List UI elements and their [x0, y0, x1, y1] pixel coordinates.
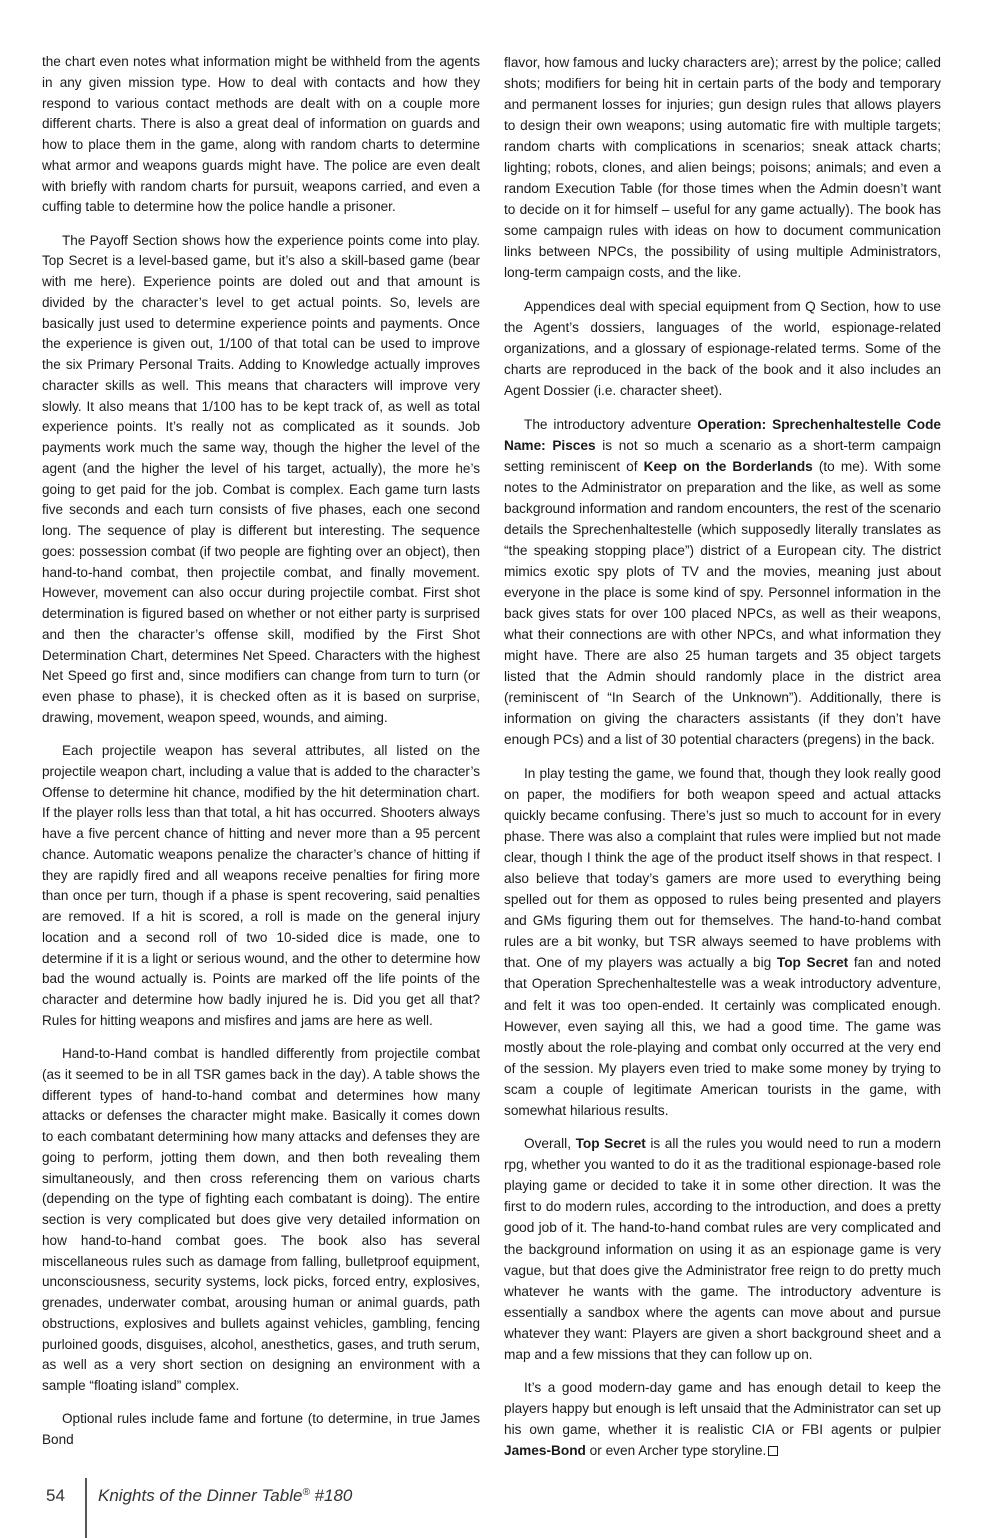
page-number: 54: [46, 1486, 65, 1505]
paragraph: Hand-to-Hand combat is handled differently from projectile combat (as it seemed to be in all TSR games back in the day). A table shows the different types of hand-to-hand combat and determines how many attacks or defenses the character might make. Basically it comes down to each combatant determining how many attacks and defenses they are going to perform, jotting them down, and then both revealing them simultaneously, and then cross referencing them on various charts (depending on the type of fighting each combatant is doing). The entire section is very complicated but does give very detailed information on how hand-to-hand combat goes. The book also has several miscellaneous rules such as damage from falling, bulletproof equipment, unconsciousness, security systems, lock picks, forced entry, explosives, grenades, underwater combat, arousing human or animal guards, path obstructions, explosives and bullets against vehicles, gambling, fencing purloined goods, disguises, alcohol, anesthetics, gases, and truth serum, as well as a very short section on designing an environment with a sample “floating island” complex.: [42, 1046, 480, 1393]
text-run: fan and noted that Operation Sprechenhaltestelle was a weak introductory adventure, and felt it was too open-ended. It certainly was complicated enough. However, even saying all this, we had a good time. The game was mostly about the role-playing and combat only occurred at the very end of the session. My players even tried to make some money by trying to scam a couple of legitimate American tourists in the game, with somewhat hilarious results.: [504, 955, 942, 1118]
paragraph: the chart even notes what information might be withheld from the agents in any given mission type. How to deal with contacts and how they respond to various contact methods are dealt with on a couple more different charts. There is also a great deal of information on guards and how to place them in the game, along with random charts to determine what armor and weapons guards might have. The police are even dealt with briefly with random charts for pursuit, weapons carried, and even a cuffing table to determine how the police handle a prisoner.: [42, 54, 480, 215]
text-run: It’s a good modern-day game and has enough detail to keep the players happy but enough is left unsaid that the Administrator can set up his own game, whether it is realistic CIA or FBI agents or pulpier: [504, 1380, 941, 1438]
paragraph: [504, 1377, 941, 1461]
footer-divider: [85, 1478, 87, 1538]
publication-title: [98, 1486, 352, 1506]
page-footer: [0, 1478, 994, 1538]
game-title: Top Secret: [776, 955, 849, 971]
registered-mark: ®: [302, 1487, 310, 1498]
paragraph: flavor, how famous and lucky characters are); arrest by the police; called shots; modifiers for being hit in certain parts of the body and temporary and permanent losses for injuries; gun design rules that allows players to design their own weapons; using automatic fire with multiple targets; random charts with complications in scenarios; sneak attack charts; lighting; robots, clones, and alien beings; poisons; animals; and even a random Execution Table (for those times when the Admin doesn’t want to decide on it for himself – useful for any game actually). The book has some campaign rules with ideas on how to document communication links between NPCs, the possibility of using multiple Administrators, long-term campaign costs, and the like.: [504, 55, 941, 281]
text-run: In play testing the game, we found that, though they look really good on paper, the modifiers for both weapon speed and actual attacks quickly became confusing. There’s just so much to account for in every phase. There was also a complaint that rules were implied but not made clear, though I think the age of the product itself shows in that respect. I also believe that today’s gamers are more used to everything being spelled out for them as opposed to rules being presented and players and GMs figuring them out for themselves. The hand-to-hand combat rules are a bit wonky, but TSR always seemed to have problems with that. One of my players was actually a big: [504, 766, 941, 971]
adventure-title: Operation: Sprechenhaltestelle Code Name: Pisces: [504, 416, 942, 453]
text-run: is all the rules you would need to run a modern rpg, whether you wanted to do it as the traditional espionage-based role playing game or decided to take it in some other direction. It was the first to do modern rules, according to the introduction, and does a pretty good job of it. The hand-to-hand combat rules are very complicated and the background information on using it as an espionage game is very vague, but that does give the Administrator free reign to do pretty much whatever he wants with the game. The introductory adventure is essentially a sandbox where the agents can move about and pursue whatever they want: Players are given a short background sheet and a map and a few missions that they can follow up on.: [504, 1136, 941, 1362]
text-run: The introductory adventure: [524, 416, 698, 432]
paragraph: The Payoff Section shows how the experience points come into play. Top Secret is a level-based game, but it’s also a skill-based game (bear with me here). Experience points are doled out and that amount is divided by the character’s level to get actual points. So, levels are basically just used to determine experience points and payments. Once the experience is given out, 1/100 of that total can be used to improve the six Primary Personal Traits. Adding to Knowledge actually improves character skills as well. This means that characters will improve very slowly. It also means that 1/100 has to be kept track of, as well as total experience points. It’s really not as complicated as it sounds. Job payments work much the same way, though the higher the level of the agent (and the higher the level of his target, actually), the more he’s going to get paid for the job. Combat is complex. Each game turn lasts five seconds and each turn consists of five phases, each one second long. The sequence of play is different but interesting. The sequence goes: possession combat (if two people are fighting over an object), then hand-to-hand combat, then projectile combat, and finally movement. However, movement can also occur during projectile combat. First shot determination is figured based on whether or not either party is surprised and then the character’s offense skill, modified by the First Shot Determination Chart, determines Net Speed. Characters with the highest Net Speed go first and, since modifiers can change from turn to turn (or even phase to phase), it is checked often as it is based on surprise, drawing, movement, weapon speed, wounds, and aiming.: [42, 232, 480, 725]
text-run: is not so much a scenario as a short-term campaign setting reminiscent of: [504, 437, 942, 474]
text-run: or even Archer type storyline.: [585, 1443, 767, 1459]
paragraph: Each projectile weapon has several attributes, all listed on the projectile weapon chart, including a value that is added to the character’s Offense to determine hit chance, modified by the hit determination chart. If the player rolls less than that total, a hit has occurred. Shooters always have a five percent chance of hitting and never more than a 95 percent chance. Automatic weapons penalize the character’s chance of hitting if they are rapidly fired and all weapons receive penalties for firing more than once per turn, though if a phase is spent recovering, said penalties are removed. If a hit is scored, a roll is made on the general injury location and a second roll of two 10-sided dice is made, one to determine if it is a light or serious wound, and the other to determine how bad the wound actually is. Points are marked off the life points of the character and determine how badly injured he is. Did you get all that? Rules for hitting weapons and misfires and jams are here as well.: [42, 743, 480, 1028]
text-run: Overall,: [524, 1136, 576, 1152]
issue-number: #180: [309, 1486, 353, 1505]
publication-name: Knights of the Dinner Table: [98, 1486, 303, 1505]
text-run: (to me). With some notes to the Administrator on preparation and the like, as well as some background information and random encounters, the rest of the scenario details the Sprechenhaltestelle (which supposedly literally translates as “the speaking stopping place”) district of a European city. The district mimics exotic spy plots of TV and the movies, meaning just about everyone in the place is some kind of spy. Personnel information in the back gives stats for over 100 placed NPCs, as well as their weapons, what their connections are with other NPCs, and what information they might have. There are also 25 human targets and 35 object targets listed that the Admin should randomly place in the district area (reminiscent of “In Search of the Unknown”). Additionally, there is information on giving the characters assistants (if they don’t have enough PCs) and a list of 30 potential characters (pregens) in the back.: [504, 458, 941, 748]
game-title: Top Secret: [575, 1136, 646, 1152]
paragraph: [504, 763, 941, 1121]
right-column: [504, 52, 941, 1462]
paragraph: Optional rules include fame and fortune (to determine, in true James Bond: [42, 1411, 480, 1447]
paragraph: Appendices deal with special equipment from Q Section, how to use the Agent’s dossiers, languages of the world, espionage-related organizations, and a glossary of espionage-related terms. Some of the charts are reproduced in the back of the book and it also includes an Agent Dossier (i.e. character sheet).: [504, 299, 941, 399]
paragraph: [504, 414, 941, 751]
paragraph: [504, 1133, 941, 1365]
left-column: [42, 52, 480, 1451]
bold-term: James-Bond: [504, 1443, 586, 1459]
end-of-article-box-icon: [768, 1446, 778, 1456]
module-title: Keep on the Borderlands: [643, 458, 813, 474]
